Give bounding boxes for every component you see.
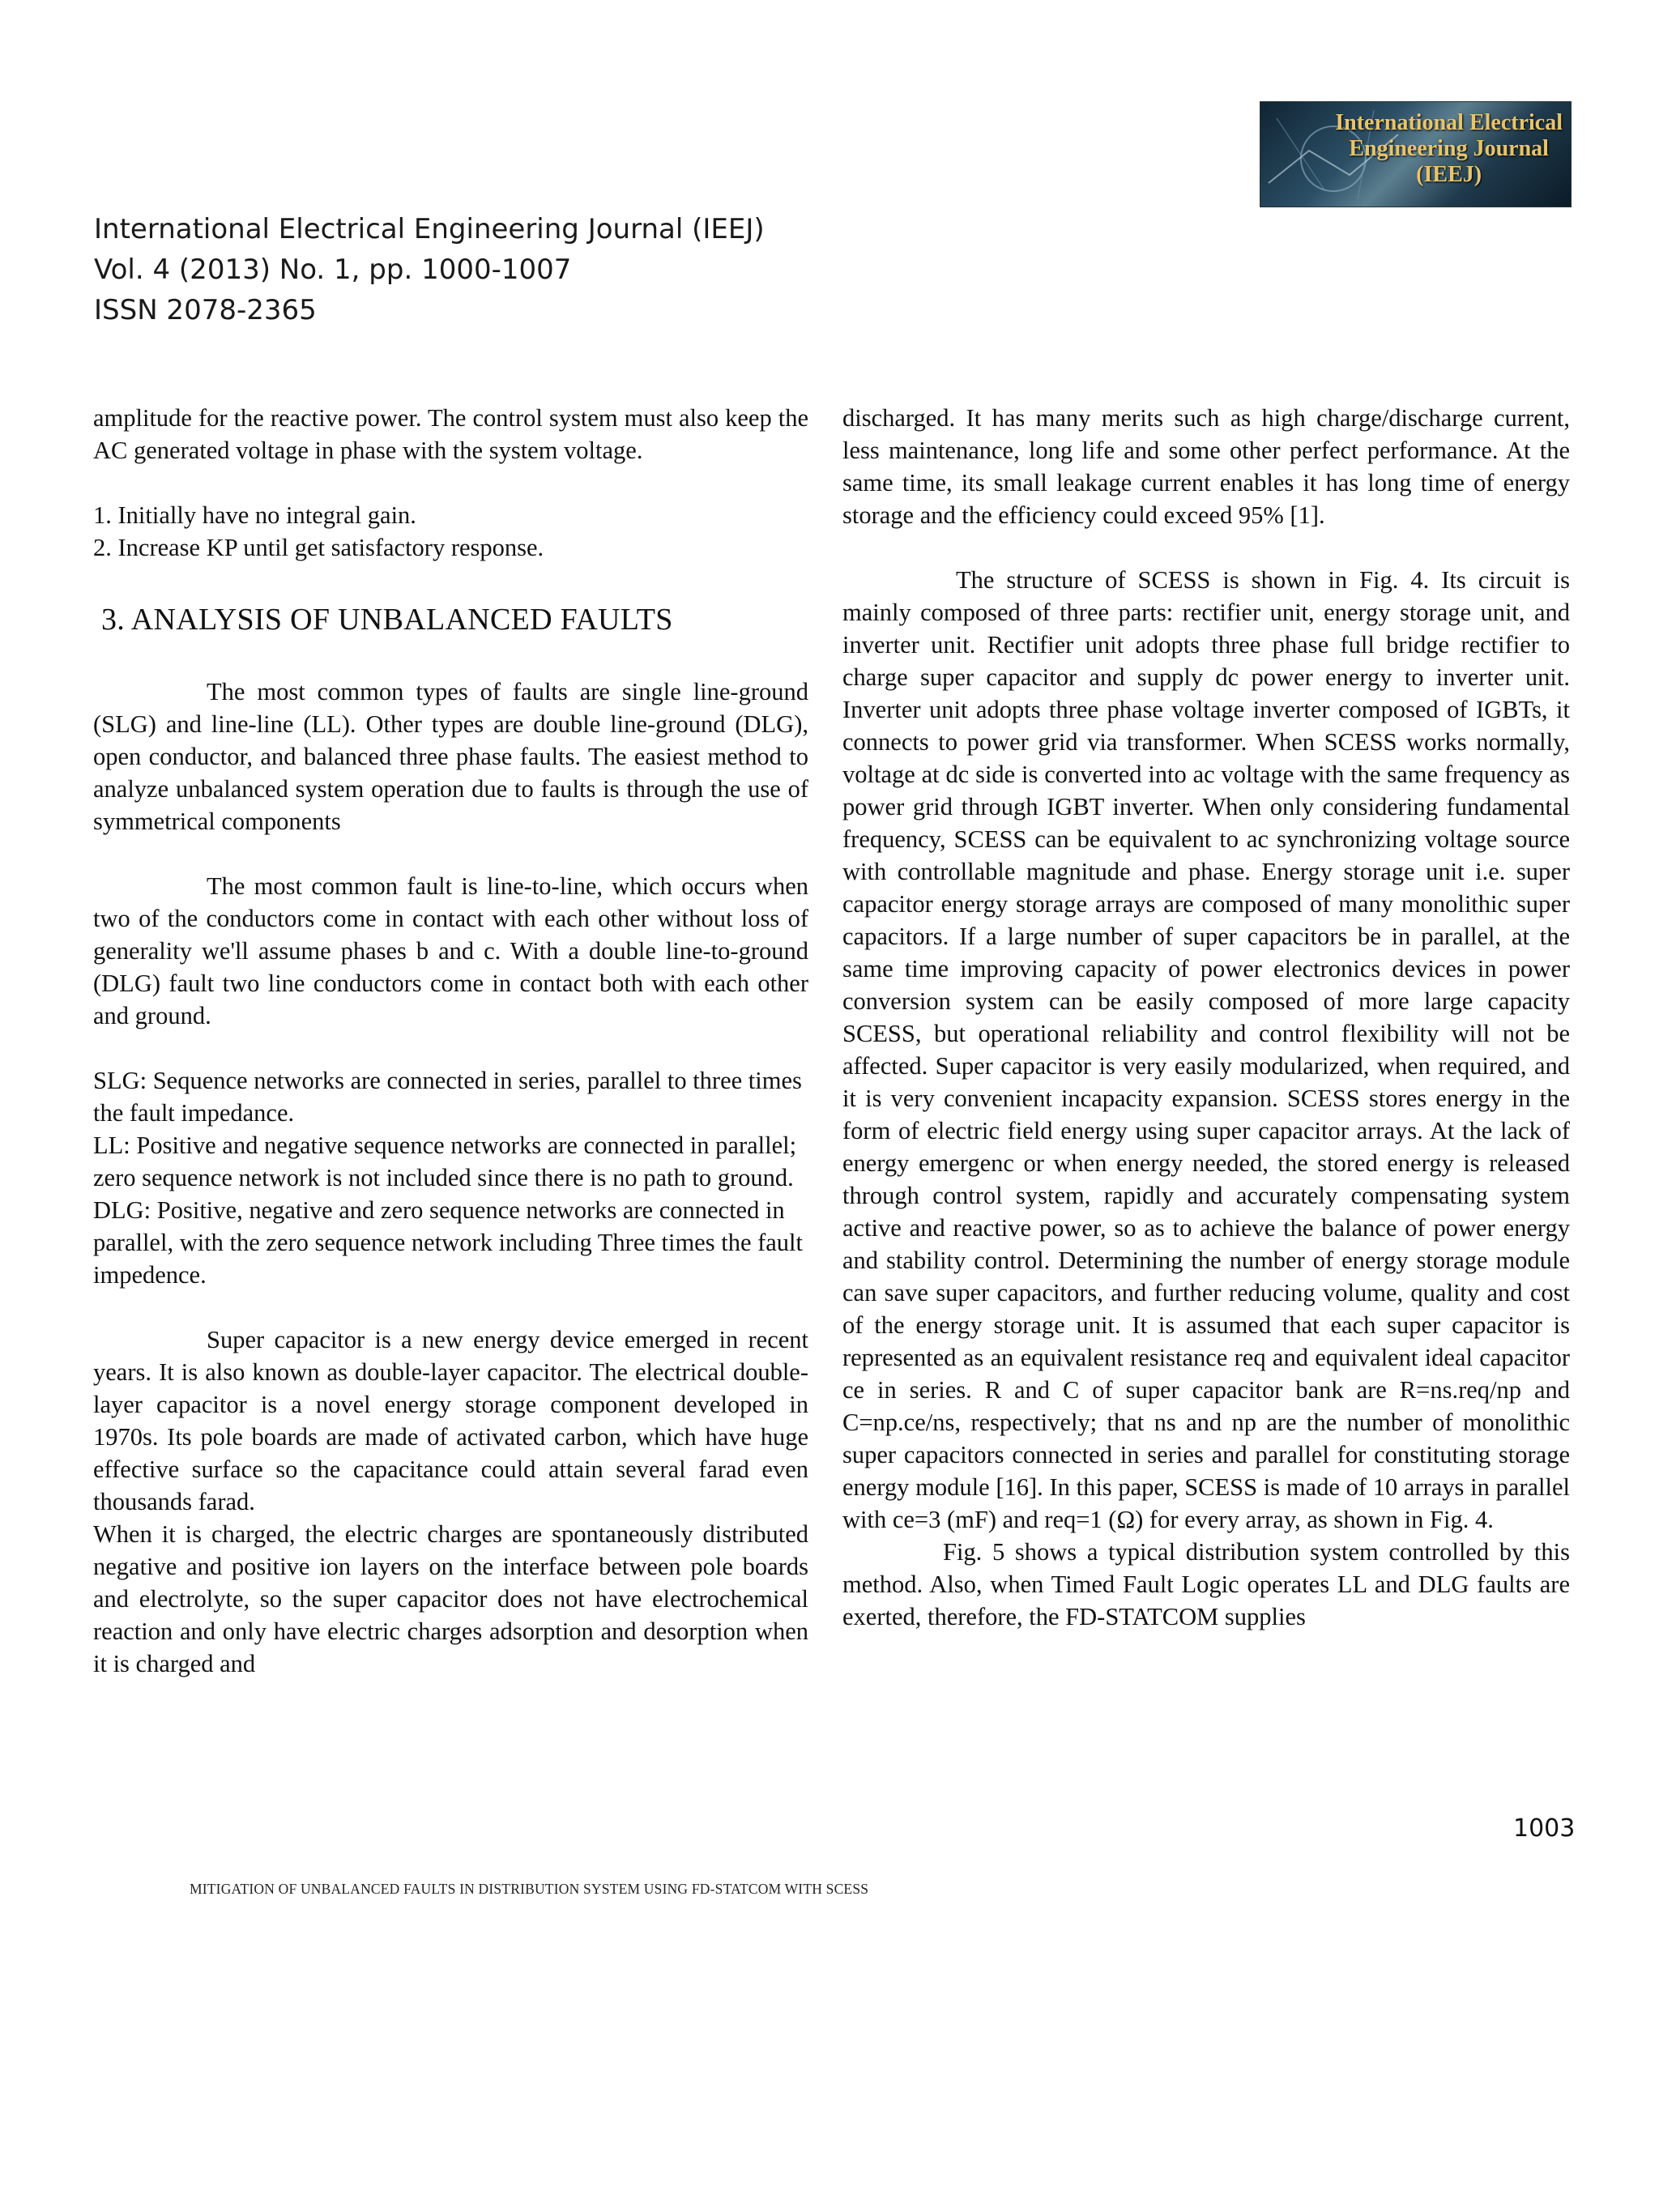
left-column: [93, 402, 808, 1680]
paragraph: Fig. 5 shows a typical distribution system controlled by this method. Also, when Timed Fault Logic operates LL and DLG faults are exerted, therefore, the FD-STATCOM supplies: [842, 1538, 1570, 1630]
journal-logo: [1260, 101, 1572, 207]
page-number: 1003: [1513, 1814, 1576, 1843]
logo-line-3: (IEEJ): [1416, 162, 1482, 187]
logo-text: [1335, 110, 1563, 188]
journal-title: International Electrical Engineering Journal (IEEJ): [94, 213, 765, 245]
definition-ll: LL: Positive and negative sequence networks are connected in parallel; zero sequence network is not included since there is no path to ground.: [93, 1132, 797, 1191]
definition-slg: SLG: Sequence networks are connected in series, parallel to three times the fault impedance.: [93, 1067, 802, 1127]
spacer: [93, 1032, 808, 1064]
spacer: [93, 467, 808, 499]
fault-definitions: [93, 1064, 808, 1291]
paragraph: Super capacitor is a new energy device emerged in recent years. It is also known as double-layer capacitor. The electrical double-layer capacitor is a novel energy storage component developed in 1970s. Its pole boards are made of activated carbon, which have huge effective surface so the capacitance could attain several farad even thousands farad.: [93, 1326, 808, 1515]
paragraph-continued: discharged. It has many merits such as high charge/discharge current, less maintenance, long life and some other perfect performance. At the same time, its small leakage current enables it has long time of energy storage and the efficiency could exceed 95% [1].: [842, 404, 1570, 529]
paragraph: The most common types of faults are single line-ground (SLG) and line-line (LL). Other types are double line-ground (DLG), open conductor, and balanced three phase faults. The easiest method to analyze unbalanced system operation due to faults is through the use of symmetrical components: [93, 678, 808, 835]
list-item: 1. Initially have no integral gain.: [93, 501, 416, 529]
section-heading: 3. ANALYSIS OF UNBALANCED FAULTS: [101, 603, 673, 637]
spacer: [93, 837, 808, 870]
paragraph: The most common fault is line-to-line, which occurs when two of the conductors come in contact with each other without loss of generality we'll assume phases b and c. With a double line-to-ground (DLG) fault two line conductors come in contact both with each other and ground.: [93, 872, 808, 1029]
journal-header: [94, 209, 765, 330]
logo-line-2: Engineering Journal: [1349, 136, 1549, 161]
paragraph: The structure of SCESS is shown in Fig. 4. Its circuit is mainly composed of three parts: rectifier unit, energy storage unit, and inverter unit. Rectifier unit adopts three phase full bridge rectifier to charge super capacitor and supply dc power energy to inverter unit. Inverter unit adopts three phase voltage inverter composed of IGBTs, it connects to power grid via transformer. When SCESS works normally, voltage at dc side is converted into ac voltage with the same frequency as power grid through IGBT inverter. When only considering fundamental frequency, SCESS can be equivalent to ac synchronizing voltage source with controllable magnitude and phase. Energy storage unit i.e. super capacitor energy storage arrays are composed of many monolithic super capacitors. If a large number of super capacitors be in parallel, at the same time improving capacity of power electronics devices in power conversion system can be easily composed of more large capacity SCESS, but operational reliability and control flexibility will not be affected. Super capacitor is very easily modularized, when required, and it is very convenient incapacity expansion. SCESS stores energy in the form of electric field energy using super capacitor arrays. At the lack of energy emergenc or when energy needed, the stored energy is released through control system, rapidly and accurately compensating system active and reactive power, so as to achieve the balance of power energy and stability control. Determining the number of energy storage module can save super capacitors, and further reducing volume, quality and cost of the energy storage unit. It is assumed that each super capacitor is represented as an equivalent resistance req and equivalent ideal capacitor ce in series. R and C of super capacitor bank are R=ns.req/np and C=np.ce/ns, respectively; that ns and np are the number of monolithic super capacitors connected in series and parallel for constituting storage energy module [16]. In this paper, SCESS is made of 10 arrays in parallel with ce=3 (mF) and req=1 (Ω) for every array, as shown in Fig. 4.: [842, 566, 1570, 1533]
spacer: [93, 1291, 808, 1323]
definition-dlg: DLG: Positive, negative and zero sequence networks are connected in parallel, with the zero sequence network including Three times the fault impedence.: [93, 1196, 803, 1289]
right-column: [842, 402, 1570, 1633]
paragraph: When it is charged, the electric charges are spontaneously distributed negative and positive ion layers on the interface between pole boards and electrolyte, so the super capacitor does not have electrochemical reaction and only have electric charges adsorption and desorption when it is charged and: [93, 1520, 808, 1677]
logo-line-1: International Electrical: [1335, 110, 1563, 135]
issn: ISSN 2078-2365: [94, 294, 317, 326]
spacer: [842, 531, 1570, 564]
volume-info: Vol. 4 (2013) No. 1, pp. 1000-1007: [94, 254, 572, 286]
list-item: 2. Increase KP until get satisfactory response.: [93, 534, 544, 561]
paragraph-continued: amplitude for the reactive power. The control system must also keep the AC generated voltage in phase with the system voltage.: [93, 404, 808, 464]
running-footer-title: MITIGATION OF UNBALANCED FAULTS IN DISTRIBUTION SYSTEM USING FD-STATCOM WITH SCESS: [190, 1881, 869, 1897]
